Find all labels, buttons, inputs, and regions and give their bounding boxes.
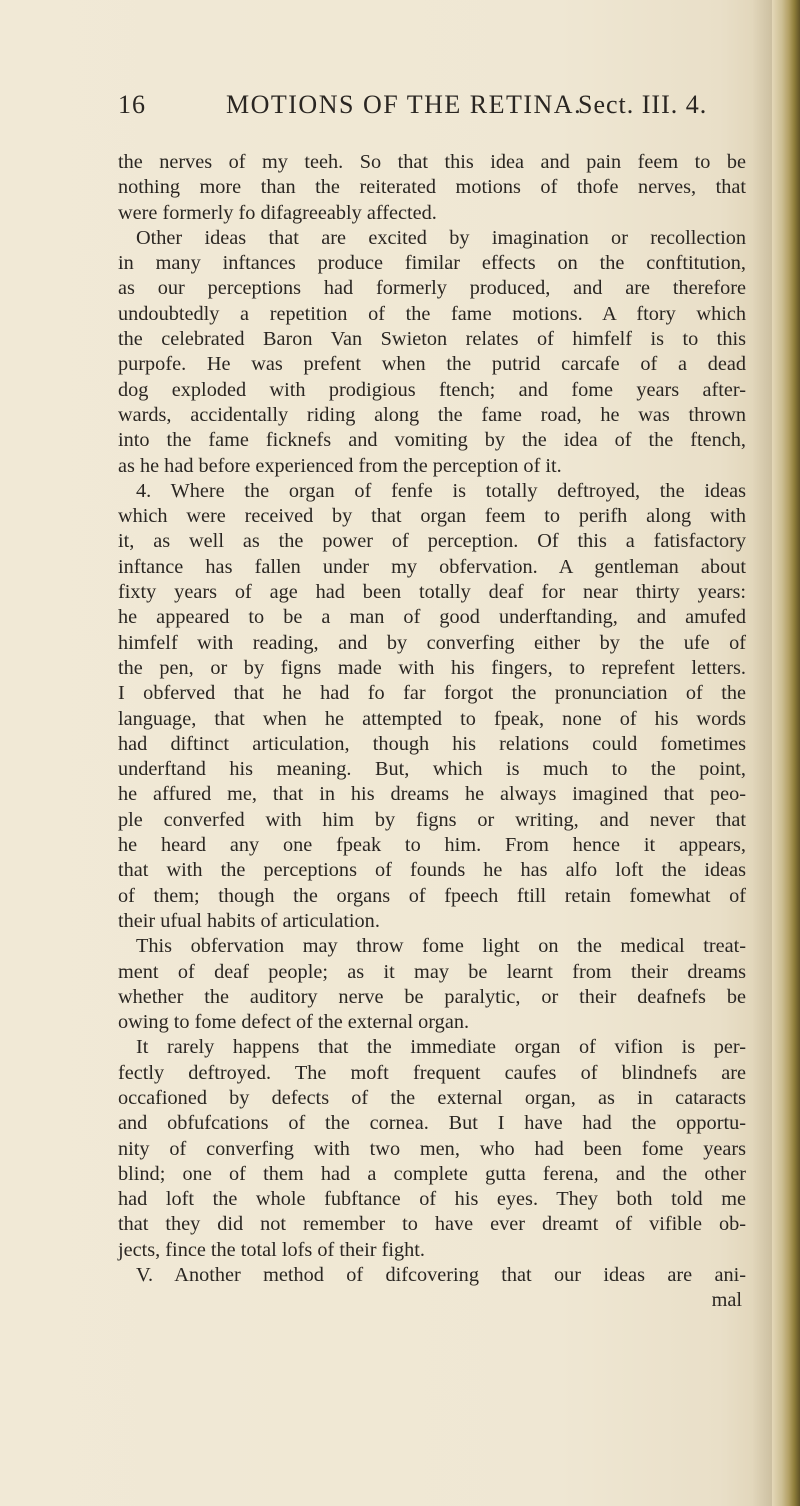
text-line: jects, fince the total lofs of their fight. <box>118 1238 425 1261</box>
text-line: nothing more than the reiterated motions of thofe nerves, that <box>118 176 746 199</box>
text-line: I obferved that he had fo far forgot the pronunciation of the <box>118 682 746 705</box>
text-line: fixty years of age had been totally deaf for near thirty years: <box>118 581 746 604</box>
text-line: of them; though the organs of fpeech ftill retain fomewhat of <box>118 884 746 907</box>
running-title: MOTIONS OF THE RETINA. <box>226 90 583 119</box>
text-line: dog exploded with prodigious ftench; and fome years after- <box>118 378 746 401</box>
text-line: language, that when he attempted to fpeak, none of his words <box>118 707 746 730</box>
text-line: whether the auditory nerve be paralytic, or their deafnefs be <box>118 985 746 1008</box>
text-line: undoubtedly a repetition of the fame motions. A ftory which <box>118 302 746 325</box>
text-line: the celebrated Baron Van Swieton relates of himfelf is to this <box>118 328 746 351</box>
body-text <box>118 150 746 1314</box>
text-line: underftand his meaning. But, which is much to the point, <box>118 758 746 781</box>
text-line: It rarely happens that the immediate organ of vifion is per- <box>136 1036 746 1059</box>
text-line: he appeared to be a man of good underftanding, and amufed <box>118 606 746 629</box>
text-line: the nerves of my teeh. So that this idea and pain feem to be <box>118 151 746 173</box>
text-line: he heard any one fpeak to him. From hence it appears, <box>118 834 746 857</box>
text-line: blind; one of them had a complete gutta ferena, and the other <box>118 1162 746 1185</box>
page-number: 16 <box>118 90 146 119</box>
text-line: it, as well as the power of perception. Of this a fatisfactory <box>118 530 746 553</box>
text-line: that they did not remember to have ever dreamt of vifible ob- <box>118 1213 746 1236</box>
page-gutter-shadow <box>752 0 772 1506</box>
text-line: into the fame ficknefs and vomiting by the idea of the ftench, <box>118 429 746 452</box>
text-line: in many inftances produce fimilar effects on the conftitution, <box>118 252 746 275</box>
section-reference: Sect. III. 4. <box>578 90 708 119</box>
text-line: had loft the whole fubftance of his eyes. They both told me <box>118 1188 746 1211</box>
text-line: ment of deaf people; as it may be learnt from their dreams <box>118 960 746 983</box>
page-header <box>118 90 748 126</box>
text-line: their ufual habits of articulation. <box>118 909 380 932</box>
text-line: V. Another method of difcovering that our ideas are ani- <box>136 1264 746 1287</box>
text-line: he affured me, that in his dreams he always imagined that peo- <box>118 783 746 806</box>
text-line: Other ideas that are excited by imagination or recollection <box>136 226 746 249</box>
text-line: the pen, or by figns made with his fingers, to reprefent letters. <box>118 656 746 679</box>
text-line: 4. Where the organ of fenfe is totally deftroyed, the ideas <box>136 479 746 502</box>
text-line: himfelf with reading, and by converfing either by the ufe of <box>118 631 746 654</box>
text-line: as he had before experienced from the perception of it. <box>118 454 562 477</box>
text-line: wards, accidentally riding along the fame road, he was thrown <box>118 403 746 426</box>
text-line: which were received by that organ feem to perifh along with <box>118 505 746 528</box>
text-line: and obfufcations of the cornea. But I have had the opportu- <box>118 1112 746 1135</box>
page-edge <box>772 0 800 1506</box>
text-line: purpofe. He was prefent when the putrid carcafe of a dead <box>118 353 746 376</box>
text-line: were formerly fo difagreeably affected. <box>118 201 437 224</box>
text-line: occafioned by defects of the external organ, as in cataracts <box>118 1086 746 1109</box>
text-line: as our perceptions had formerly produced, and are therefore <box>118 277 746 300</box>
text-line: mal <box>711 1289 742 1312</box>
text-line: owing to fome defect of the external organ. <box>118 1011 470 1034</box>
text-line: ple converfed with him by figns or writing, and never that <box>118 808 746 831</box>
text-line: This obfervation may throw fome light on the medical treat- <box>136 935 746 958</box>
text-line: that with the perceptions of founds he has alfo loft the ideas <box>118 859 746 882</box>
text-line: fectly deftroyed. The moft frequent caufes of blindnefs are <box>118 1061 746 1084</box>
text-line: had diftinct articulation, though his relations could fometimes <box>118 732 746 755</box>
text-line: inftance has fallen under my obfervation. A gentleman about <box>118 555 746 578</box>
text-line: nity of converfing with two men, who had been fome years <box>118 1137 746 1160</box>
